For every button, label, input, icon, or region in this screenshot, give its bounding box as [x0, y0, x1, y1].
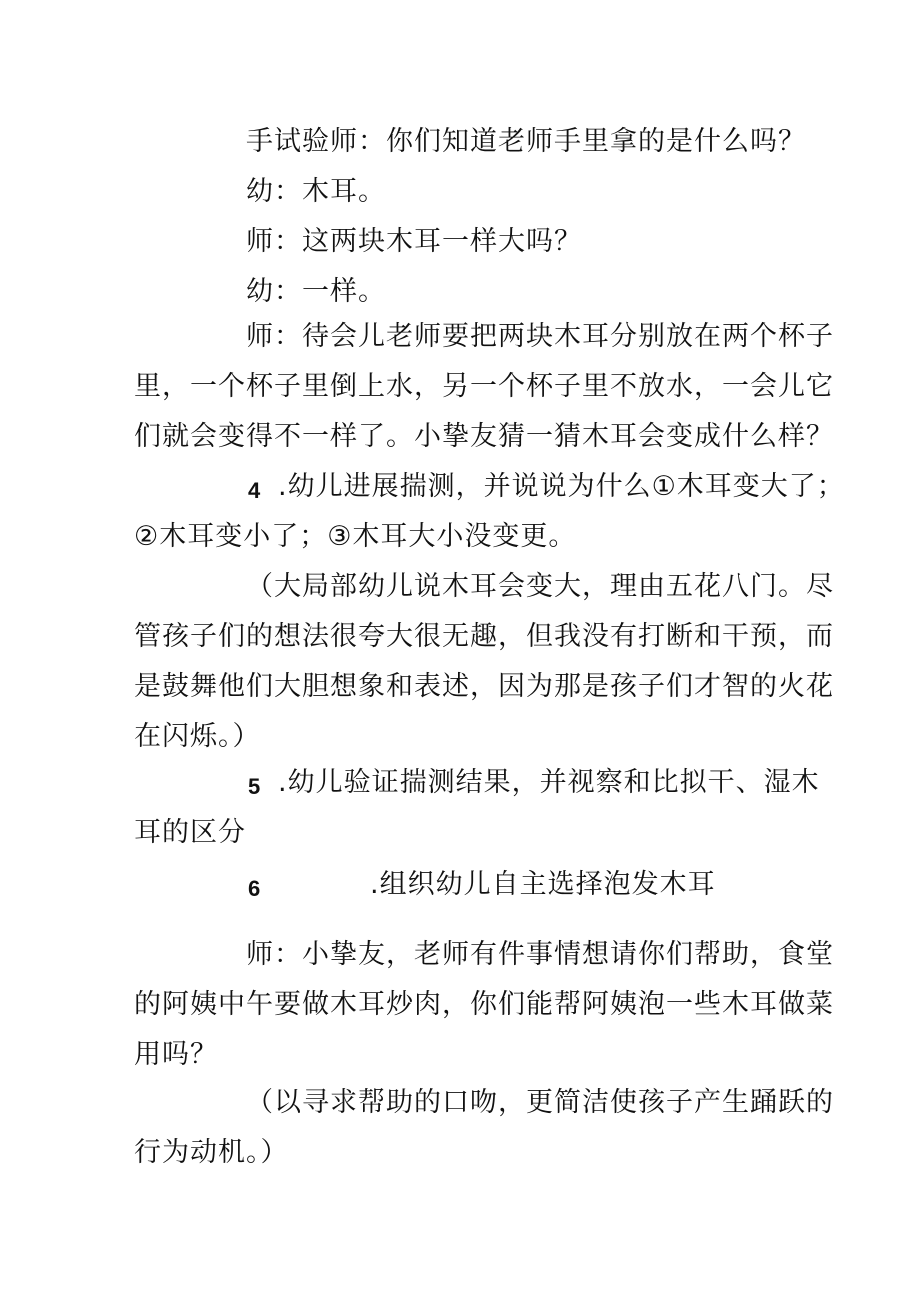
paragraph-line: .幼儿验证揣测结果，并视察和比拟干、湿木: [278, 767, 820, 798]
step-number: 4: [248, 478, 262, 503]
paragraph-line: 里，一个杯子里倒上水，另一个杯子里不放水，一会儿它: [134, 371, 834, 402]
paragraph-line: 们就会变得不一样了。小挚友猜一猜木耳会变成什么样？: [134, 421, 834, 452]
paragraph-line: 手试验师：你们知道老师手里拿的是什么吗？: [246, 126, 806, 157]
paragraph-line: 师：待会儿老师要把两块木耳分别放在两个杯子: [246, 321, 834, 352]
paragraph-line: .组织幼儿自主选择泡发木耳: [370, 869, 716, 900]
paragraph-line: （以寻求帮助的口吻，更简洁使孩子产生踊跃的: [246, 1087, 834, 1118]
paragraph-line: 在闪烁。）: [134, 721, 261, 752]
paragraph-line: （大局部幼儿说木耳会变大，理由五花八门。尽: [246, 571, 834, 602]
paragraph-line: 是鼓舞他们大胆想象和表述，因为那是孩子们才智的火花: [134, 671, 834, 702]
paragraph-line: 管孩子们的想法很夸大很无趣，但我没有打断和干预，而: [134, 621, 834, 652]
paragraph-line: 师：小挚友，老师有件事情想请你们帮助，食堂: [246, 939, 834, 970]
paragraph-line: .幼儿进展揣测，并说说为什么①木耳变大了；: [278, 471, 845, 502]
paragraph-line: 耳的区分: [134, 817, 246, 848]
paragraph-line: 幼：木耳。: [246, 176, 386, 207]
paragraph-line: 幼：一样。: [246, 276, 386, 307]
step-number: 5: [248, 774, 262, 799]
paragraph-line: 用吗？: [134, 1039, 218, 1070]
step-number: 6: [248, 876, 262, 901]
paragraph-line: 行为动机。）: [134, 1137, 289, 1168]
paragraph-line: 的阿姨中午要做木耳炒肉，你们能帮阿姨泡一些木耳做菜: [134, 989, 834, 1020]
paragraph-line: ②木耳变小了；③木耳大小没变更。: [134, 521, 577, 552]
paragraph-line: 师：这两块木耳一样大吗？: [246, 226, 582, 257]
